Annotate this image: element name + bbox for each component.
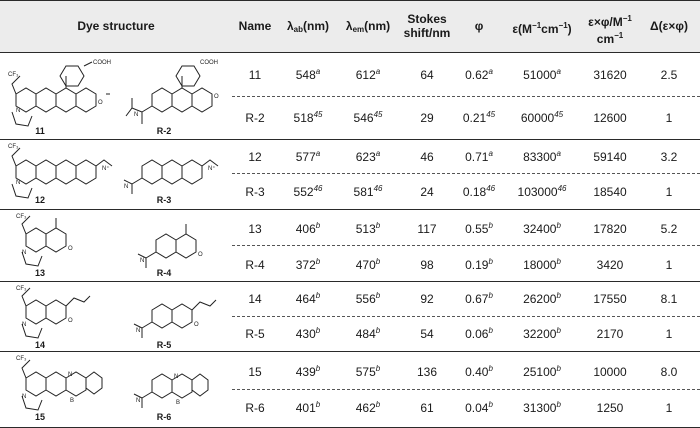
reference-mark: a [556,149,561,158]
header-dye-structure: Dye structure [77,19,155,33]
table-cell-name: R-3 [245,185,265,199]
svg-text:N: N [174,374,179,380]
reference-mark: 46 [373,184,383,193]
table-cell-ab: 464$^b$ [295,291,321,306]
table-cell-phi: 0.40$^b$ [465,364,493,379]
table-cell-delta: 1 [665,401,673,415]
header-eps-phi: $\varepsilon\times\varphi/M^{-1}$ $cm^{-1}$ [588,14,632,46]
reference-mark: b [556,221,561,230]
reference-mark: a [488,67,493,76]
reference-mark: b [556,400,561,409]
table-cell-em: 484$^b$ [355,326,381,341]
svg-text:N: N [136,328,141,334]
table-cell-ab: $518^{45}$ [293,110,323,125]
table-cell-ab: 430$^b$ [295,326,321,341]
table-cell-delta: 1 [665,111,673,125]
table-cell-phi: 0.04$^b$ [465,400,493,415]
row-divider [232,96,700,97]
svg-text:COOH: COOH [200,60,218,66]
table-cell-name: 12 [248,150,262,164]
svg-text:N: N [16,180,21,186]
table-cell-eps: 25100$^b$ [523,364,561,379]
table-cell-phi: 0.62$^a$ [465,67,493,82]
table-cell-name: R-2 [245,111,265,125]
reference-mark: 45 [554,110,564,119]
row-divider [232,173,700,174]
header-lambda-ab: $\lambda_{ab}(nm)$ [286,19,330,34]
svg-text:COOH: COOH [93,60,111,66]
table-cell-stokes: 29 [420,111,434,125]
table-cell-epsphi: 2170 [596,327,624,341]
table-cell-ab: 548$^a$ [295,67,321,82]
table-cell-name: 15 [248,365,262,379]
table-cell-epsphi: 1250 [596,401,624,415]
svg-text:N: N [136,398,141,404]
table-cell-em: 513$^b$ [355,221,381,236]
structure-label: 13 [34,268,45,278]
table-cell-delta: 8.0 [660,365,678,379]
table-cell-epsphi: 59140 [593,150,627,164]
table-cell-name: R-6 [245,401,265,415]
table-cell-eps: 60000$^{45}$ [520,110,564,125]
reference-mark: a [315,67,321,76]
table-cell-phi: 0.55$^b$ [465,221,493,236]
table-cell-epsphi: 17820 [593,222,627,236]
table-cell-name: 13 [248,222,262,236]
reference-mark: 46 [486,184,496,193]
svg-text:N: N [68,372,73,378]
svg-text:B: B [70,398,75,404]
table-cell-delta: 8.1 [660,292,678,306]
reference-mark: b [315,364,321,373]
reference-mark: b [556,364,561,373]
header-lambda-em: $\lambda_{em}(nm)$ [345,19,391,34]
svg-text:N: N [16,108,21,114]
reference-mark: b [375,364,381,373]
reference-mark: b [315,257,321,266]
structure-label: R-2 [156,126,172,136]
reference-mark: b [315,291,321,300]
table-cell-em: $581^{46}$ [353,184,383,199]
reference-mark: b [488,221,493,230]
reference-mark: b [488,257,493,266]
reference-mark: b [488,400,493,409]
table-cell-stokes: 24 [420,185,434,199]
table-cell-eps: 51000$^a$ [523,67,561,82]
reference-mark: a [556,67,561,76]
row-divider [232,245,700,246]
svg-text:O: O [68,318,73,324]
svg-text:N: N [22,394,27,400]
table-cell-delta: 5.2 [660,222,678,236]
structure-label: 12 [34,195,45,205]
structure-label: 15 [34,412,45,422]
svg-text:N: N [22,250,27,256]
svg-text:O: O [98,100,103,106]
svg-text:O: O [194,322,199,328]
table-cell-delta: 3.2 [660,150,678,164]
table-cell-em: 623$^a$ [355,149,381,164]
svg-text:N: N [124,184,129,190]
table-cell-eps: 103000$^{46}$ [517,184,567,199]
table-cell-em: $546^{45}$ [353,110,383,125]
table-cell-phi: 0.06$^b$ [465,326,493,341]
reference-mark: 46 [557,184,567,193]
table-cell-ab: 439$^b$ [295,364,321,379]
table-cell-phi: 0.67$^b$ [465,291,493,306]
table-cell-em: 575$^b$ [355,364,381,379]
table-cell-em: 462$^b$ [355,400,381,415]
reference-mark: b [315,326,321,335]
table-cell-ab: 577$^a$ [295,149,321,164]
reference-mark: 45 [373,110,383,119]
svg-text:N⁺: N⁺ [102,166,110,172]
table-cell-stokes: 92 [420,292,434,306]
reference-mark: b [375,400,381,409]
svg-text:N: N [134,112,139,118]
table-cell-phi: 0.71$^a$ [465,149,493,164]
header-name: Name [238,19,272,33]
table-cell-eps: 32400$^b$ [523,221,561,236]
table-cell-delta: 1 [665,327,673,341]
header-stokes: Stokes shift/nm [403,12,451,40]
reference-mark: a [375,149,381,158]
svg-text:N⁺: N⁺ [208,166,216,172]
svg-text:CF₃: CF₃ [8,72,19,78]
reference-mark: b [375,291,381,300]
reference-mark: a [375,67,381,76]
reference-mark: b [375,257,381,266]
reference-mark: 45 [313,110,323,119]
reference-mark: b [556,257,561,266]
table-cell-delta: 1 [665,258,673,272]
table-cell-name: 11 [248,68,262,82]
svg-text:O: O [68,246,73,252]
table-cell-stokes: 98 [420,258,434,272]
svg-text:CF₃: CF₃ [16,286,27,292]
table-cell-stokes: 64 [420,68,434,82]
reference-mark: a [315,149,321,158]
table-cell-epsphi: 31620 [593,68,627,82]
table-cell-stokes: 46 [420,150,434,164]
reference-mark: b [488,291,493,300]
table-cell-phi: 0.21$^{45}$ [462,110,496,125]
reference-mark: b [315,400,321,409]
table-cell-epsphi: 17550 [593,292,627,306]
table-cell-eps: 26200$^b$ [523,291,561,306]
svg-text:O: O [214,94,219,100]
reference-mark: b [375,326,381,335]
reference-mark: b [556,326,561,335]
svg-text:CF₃: CF₃ [16,214,27,220]
header-rule [0,52,700,53]
reference-mark: b [488,326,493,335]
table-cell-delta: 2.5 [660,68,678,82]
reference-mark: b [375,221,381,230]
reference-mark: b [315,221,321,230]
table-cell-ab: $552^{46}$ [293,184,323,199]
header-epsilon: $\varepsilon(M^{-1}cm^{-1})$ [512,21,572,36]
svg-text:CF₃: CF₃ [8,144,19,150]
table-cell-eps: 18000$^b$ [523,257,561,272]
table-cell-name: R-4 [245,258,265,272]
table-cell-ab: 372$^b$ [295,257,321,272]
table-cell-epsphi: 10000 [593,365,627,379]
table-cell-eps: 83300$^a$ [523,149,561,164]
table-cell-stokes: 61 [420,401,434,415]
row-divider [232,316,700,317]
svg-text:O: O [198,252,203,258]
reference-mark: 45 [486,110,496,119]
row-divider [232,389,700,390]
svg-text:B: B [176,400,181,406]
top-rule [0,0,700,1]
reference-mark: a [488,149,493,158]
reference-mark: b [556,291,561,300]
table-cell-ab: 406$^b$ [295,221,321,236]
svg-text:CF₃: CF₃ [16,356,27,362]
table-cell-em: 470$^b$ [355,257,381,272]
structure-label: R-3 [156,195,172,205]
table-cell-phi: 0.18$^{46}$ [462,184,496,199]
table-cell-epsphi: 3420 [596,258,624,272]
structure-label: 11 [35,126,45,136]
table-cell-phi: 0.19$^b$ [465,257,493,272]
structure-label: R-6 [156,412,172,422]
table-cell-stokes: 117 [417,222,437,236]
structure-label: 14 [34,340,45,350]
reference-mark: 46 [313,184,323,193]
header-delta: Δ(ε×φ) [650,19,688,33]
table-cell-em: 612$^a$ [355,67,381,82]
table-cell-em: 556$^b$ [355,291,381,306]
table-cell-name: 14 [248,292,262,306]
table-cell-stokes: 136 [416,365,438,379]
svg-text:N: N [140,258,145,264]
table-cell-delta: 1 [665,185,673,199]
table-cell-eps: 31300$^b$ [523,400,561,415]
structure-label: R-5 [156,340,172,350]
table-cell-name: R-5 [245,327,265,341]
table-cell-ab: 401$^b$ [295,400,321,415]
header-phi: φ [474,19,484,33]
table-cell-epsphi: 12600 [593,111,627,125]
table-cell-eps: 32200$^b$ [523,326,561,341]
reference-mark: b [488,364,493,373]
table-cell-stokes: 54 [420,327,434,341]
table-cell-epsphi: 18540 [593,185,627,199]
structure-label: R-4 [156,268,172,278]
svg-text:N: N [22,322,27,328]
